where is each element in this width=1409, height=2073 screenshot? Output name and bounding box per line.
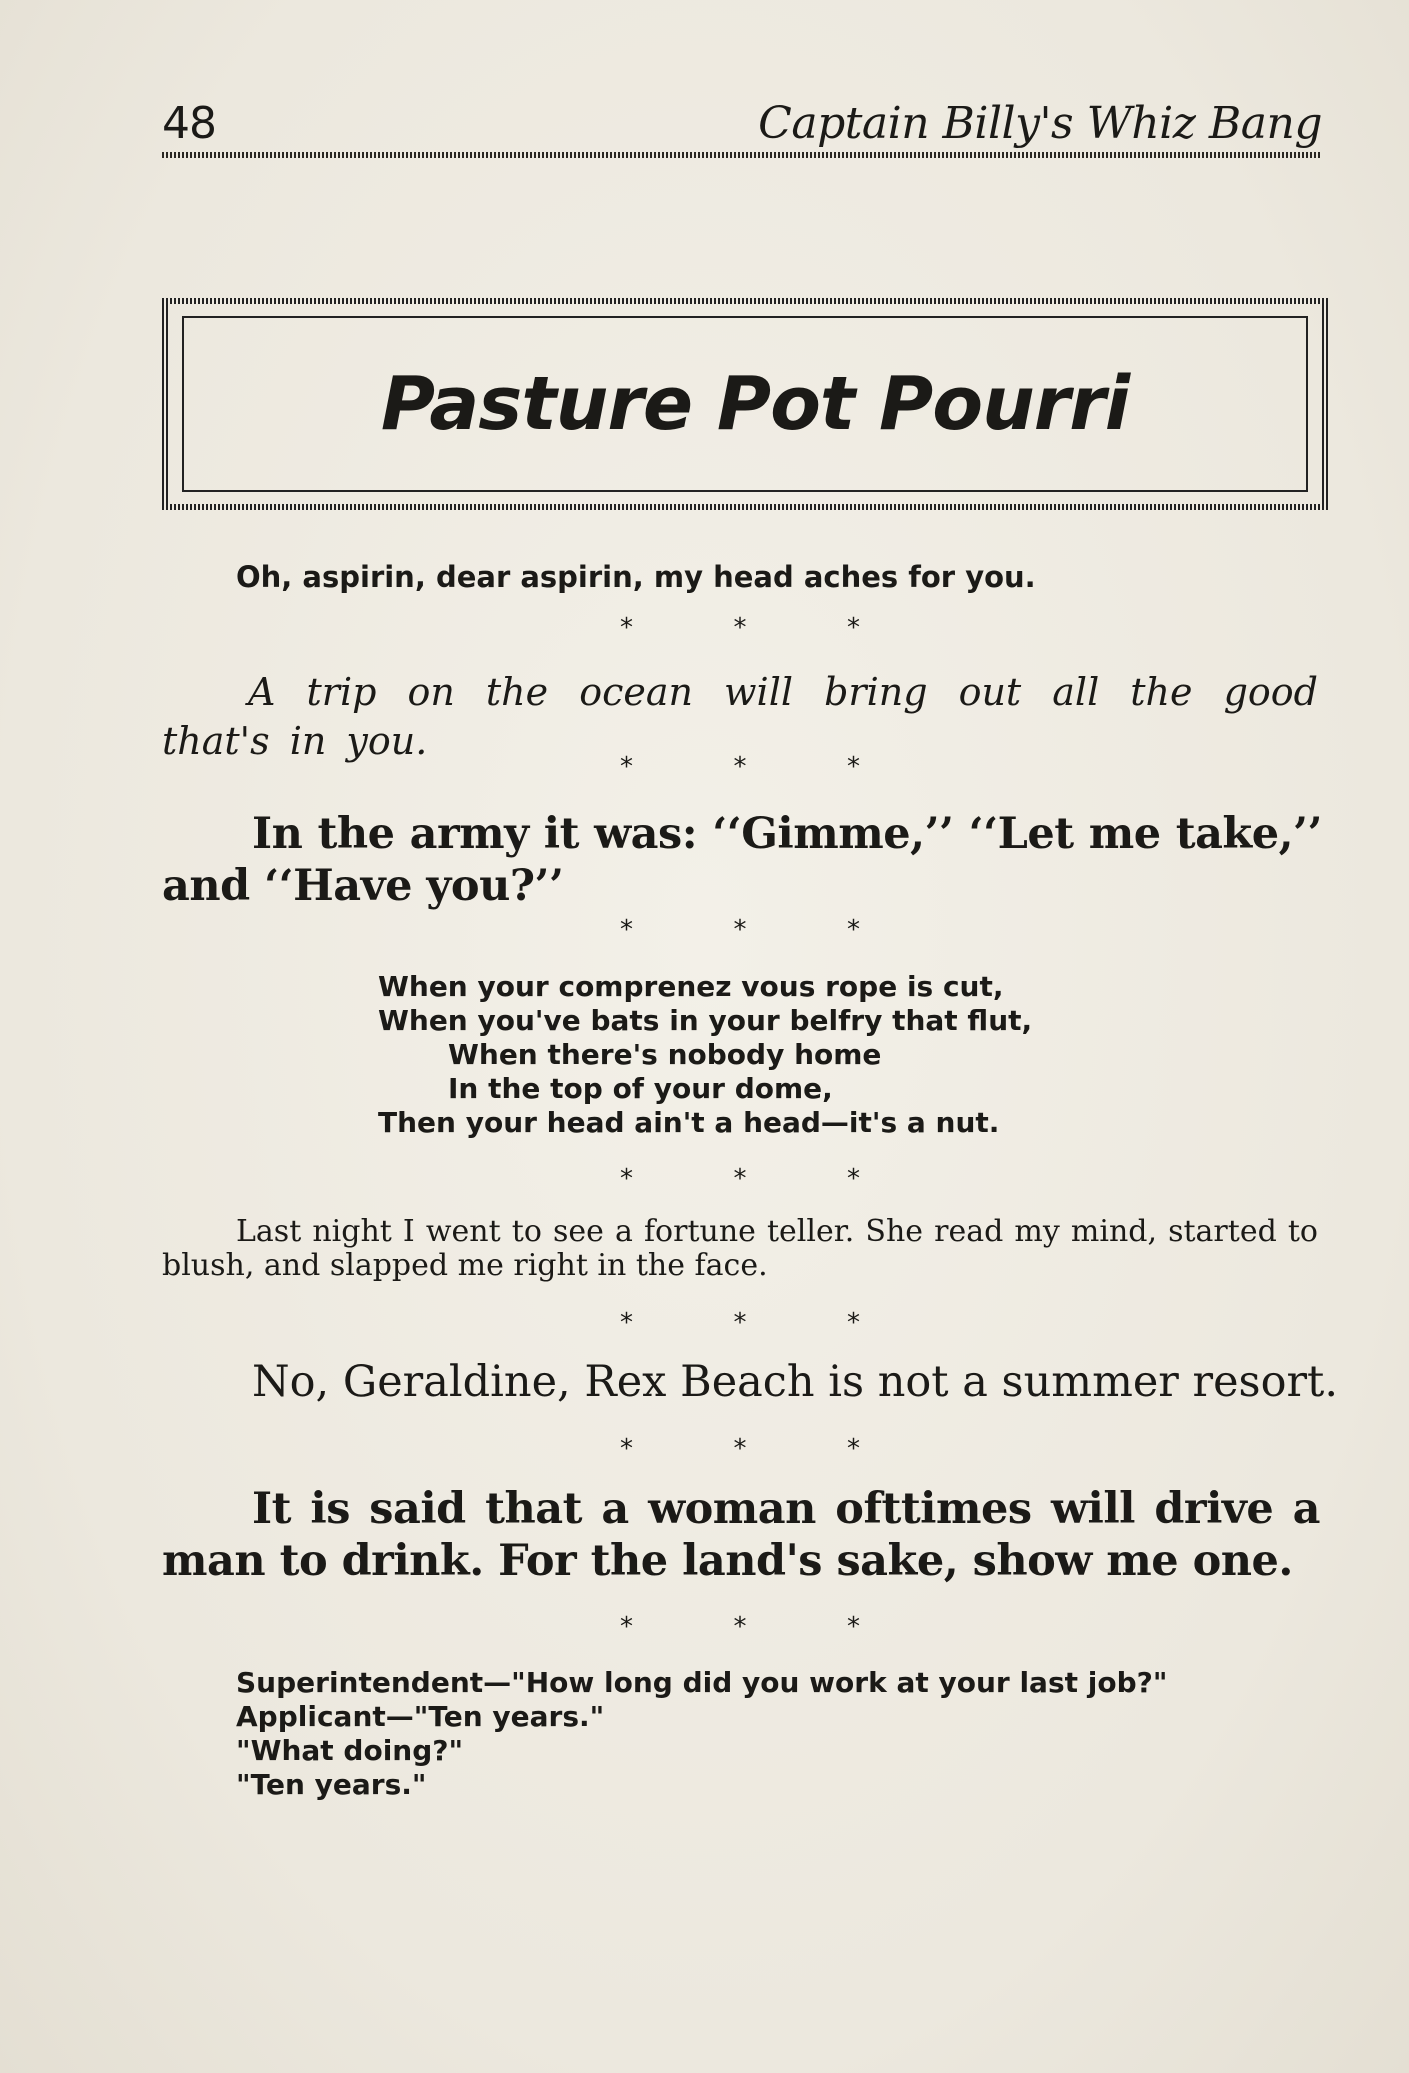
separator: [620, 1612, 860, 1642]
separator-star: *: [733, 1434, 747, 1464]
poem-line: In the top of your dome,: [448, 1072, 833, 1105]
dialogue-line: "Ten years.": [236, 1768, 427, 1801]
section-title: Pasture Pot Pourri: [380, 361, 1130, 447]
separator-star: *: [847, 613, 860, 643]
separator-star: *: [847, 1164, 860, 1194]
joke-fortune: Last night I went to see a fortune teller. She read my mind, started to blush, and slapped me right in the face.: [162, 1214, 1318, 1283]
joke-geraldine: No, Geraldine, Rex Beach is not a summer resort.: [252, 1357, 1338, 1407]
separator-star: *: [733, 613, 747, 643]
joke-army: In the army it was: ‘‘Gimme,’’ ‘‘Let me take,’’ and ‘‘Have you?’’: [162, 809, 1322, 911]
joke-ocean: A trip on the ocean will bring out all the good that's in you.: [162, 670, 1318, 763]
section-title-frame: [182, 316, 1308, 492]
header-rule: [162, 152, 1322, 158]
separator-star: *: [620, 752, 633, 782]
separator-star: *: [620, 1164, 633, 1194]
separator: [620, 1308, 860, 1338]
section-title-box: [162, 298, 1328, 510]
separator-star: *: [847, 1612, 860, 1642]
page-number: 48: [162, 98, 216, 149]
poem-line: Then your head ain't a head—it's a nut.: [378, 1106, 1000, 1139]
separator-star: *: [847, 752, 860, 782]
separator-star: *: [620, 613, 633, 643]
running-header-title: Captain Billy's Whiz Bang: [758, 98, 1322, 149]
joke-aspirin: Oh, aspirin, dear aspirin, my head aches for you.: [236, 560, 1036, 594]
separator: [620, 752, 860, 782]
separator-star: *: [733, 1164, 747, 1194]
separator-star: *: [620, 1434, 633, 1464]
dialogue-line: Applicant—"Ten years.": [236, 1700, 605, 1733]
separator-star: *: [847, 1308, 860, 1338]
separator: [620, 1434, 860, 1464]
poem: [378, 970, 1032, 1140]
separator-star: *: [620, 1308, 633, 1338]
separator-star: *: [733, 1308, 747, 1338]
separator: [620, 613, 860, 643]
separator-star: *: [733, 752, 747, 782]
separator: [620, 1164, 860, 1194]
separator-star: *: [847, 915, 860, 945]
separator-star: *: [847, 1434, 860, 1464]
poem-line: When you've bats in your belfry that flut,: [378, 1004, 1033, 1037]
poem-line: When there's nobody home: [448, 1038, 882, 1071]
poem-line: When your comprenez vous rope is cut,: [378, 970, 1004, 1003]
joke-drink: It is said that a woman ofttimes will drive a man to drink. For the land's sake, show me one.: [162, 1484, 1320, 1586]
separator-star: *: [733, 1612, 747, 1642]
dialogue-line: "What doing?": [236, 1734, 464, 1767]
dialogue-line: Superintendent—"How long did you work at your last job?": [236, 1666, 1168, 1699]
separator-star: *: [733, 915, 747, 945]
separator-star: *: [620, 1612, 633, 1642]
separator: [620, 915, 860, 945]
dialogue: [236, 1666, 1167, 1802]
separator-star: *: [620, 915, 633, 945]
